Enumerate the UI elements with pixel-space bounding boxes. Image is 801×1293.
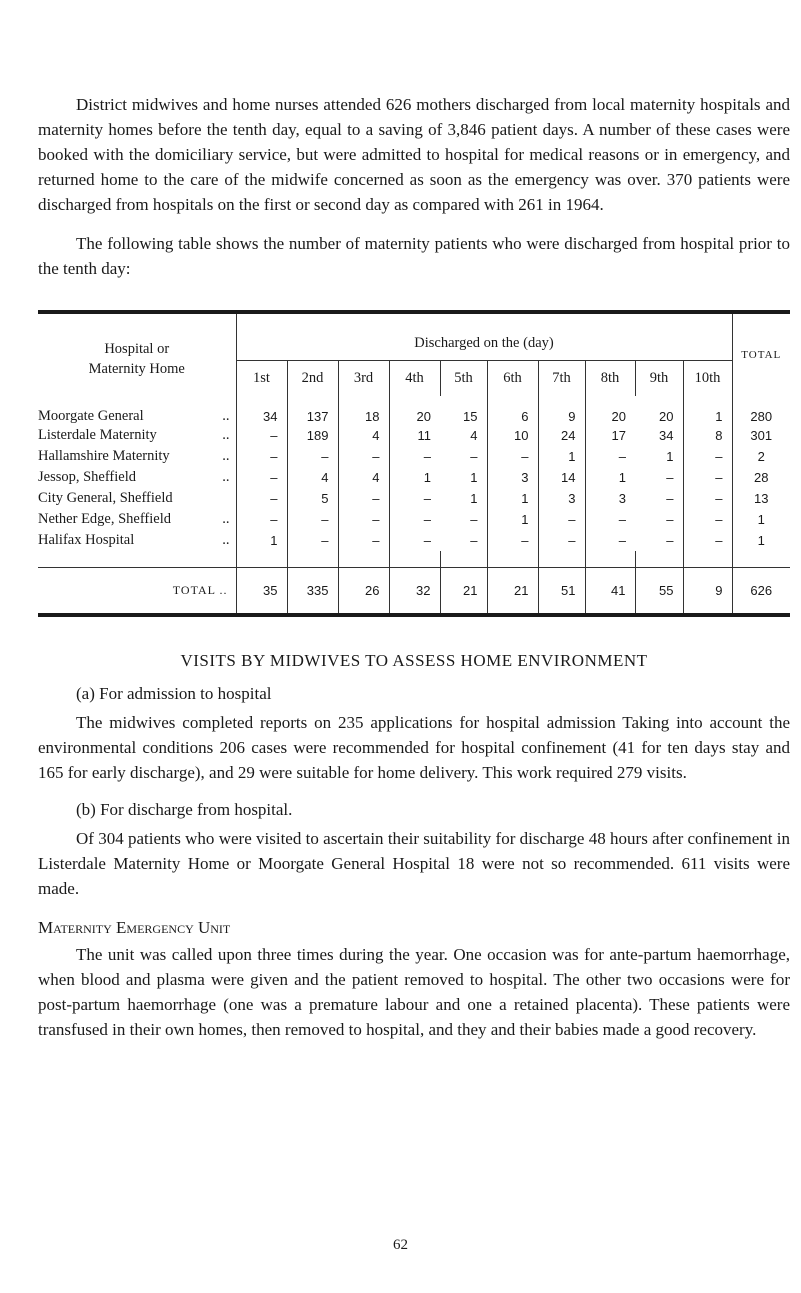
table-cell: 17: [585, 425, 635, 446]
table-cell: 1: [666, 449, 674, 464]
table-cell: 20: [659, 409, 674, 424]
table-cell: –: [470, 533, 478, 548]
total-cell: 32: [389, 567, 440, 613]
table-cell: –: [338, 509, 389, 530]
day-header-10: 10th: [683, 360, 732, 396]
spacer-cell: [440, 551, 487, 567]
table-cell: 4: [287, 467, 338, 488]
visits-a-title: (a) For admission to hospital: [76, 684, 272, 703]
table-cell: –: [236, 446, 287, 467]
table-cell: –: [538, 509, 585, 530]
table-bottom-rule: [38, 613, 790, 617]
emergency-text: The unit was called upon three times during the year. One occasion was for ante-partum haemorrhage, when blood and plasma were given and the patient removed to hospital. The other two occasions were for post-partum haemorrhage (one was a premature labour and one a retained placenta). These patients were transfused in their own homes, then removed to hospital, and they and their babies made a good recovery.: [38, 945, 790, 1039]
table-cell: 4: [338, 425, 389, 446]
hospital-name-text: Hallamshire Maternity: [38, 448, 170, 464]
day-header-4: 4th: [389, 360, 440, 396]
hospital-name-text: Jessop, Sheffield: [38, 469, 137, 485]
table-cell: 1: [389, 467, 440, 488]
table-cell: –: [287, 530, 338, 551]
total-cell: 55: [635, 567, 683, 613]
hospital-column-header: [38, 314, 236, 396]
total-row-label: TOTAL ..: [38, 567, 236, 613]
spacer-row: [38, 551, 790, 567]
table-cell: –: [236, 509, 287, 530]
total-cell: 35: [236, 567, 287, 613]
table-cell: 15: [463, 409, 478, 424]
grand-total: 626: [732, 567, 790, 613]
hospital-name: [38, 509, 236, 530]
table-cell: –: [585, 509, 635, 530]
spacer-cell: [487, 551, 538, 567]
total-cell: 41: [585, 567, 635, 613]
table-cell: 5: [287, 488, 338, 509]
hospital-name: [38, 488, 236, 509]
table-cell: –: [338, 446, 389, 467]
row-total: 280: [732, 396, 790, 425]
table-row: [38, 488, 790, 509]
table-cell: –: [683, 509, 732, 530]
total-cell: 21: [440, 567, 487, 613]
table-cell: 4: [470, 428, 478, 443]
hospital-name-text: Moorgate General: [38, 408, 144, 424]
discharge-table-grid: [38, 314, 790, 613]
table-cell: –: [683, 530, 732, 551]
table-cell: 1: [470, 470, 478, 485]
table-cell: 189: [287, 425, 338, 446]
spacer-cell: [538, 551, 585, 567]
discharged-day-header: Discharged on the (day): [236, 314, 732, 360]
table-cell: –: [389, 530, 440, 551]
leader-dots: ..: [222, 448, 230, 464]
total-cell: 21: [487, 567, 538, 613]
table-row: [38, 425, 790, 446]
total-row: [38, 567, 790, 613]
day-header-5: 5th: [440, 360, 487, 396]
table-cell: 34: [236, 396, 287, 425]
row-total: 1: [732, 530, 790, 551]
table-cell: 14: [538, 467, 585, 488]
spacer-cell: [585, 551, 635, 567]
table-cell: –: [487, 530, 538, 551]
day-header-9: 9th: [635, 360, 683, 396]
hospital-name: [38, 446, 236, 467]
table-cell: 11: [389, 425, 440, 446]
row-total: 301: [732, 425, 790, 446]
day-header-2: 2nd: [287, 360, 338, 396]
day-header-6: 6th: [487, 360, 538, 396]
table-cell: 4: [338, 467, 389, 488]
leader-dots: ..: [222, 511, 230, 527]
table-cell: –: [683, 467, 732, 488]
leader-dots: ..: [222, 408, 230, 424]
day-header-1: 1st: [236, 360, 287, 396]
table-cell: 10: [487, 425, 538, 446]
table-cell: –: [683, 446, 732, 467]
table-cell: –: [389, 446, 440, 467]
table-row: [38, 467, 790, 488]
table-cell: –: [585, 446, 635, 467]
leader-dots: ..: [222, 469, 230, 485]
table-cell: –: [538, 530, 585, 551]
table-cell: –: [389, 488, 440, 509]
table-cell: –: [236, 488, 287, 509]
document-page: [38, 92, 790, 1042]
table-cell: –: [470, 449, 478, 464]
page-number: 62: [393, 1237, 408, 1253]
total-cell: 335: [287, 567, 338, 613]
hospital-name: [38, 467, 236, 488]
table-cell: 1: [538, 446, 585, 467]
table-cell: 8: [683, 425, 732, 446]
table-cell: –: [338, 488, 389, 509]
table-cell: 1: [236, 530, 287, 551]
table-cell: 1: [470, 491, 478, 506]
table-cell: 1: [487, 509, 538, 530]
table-cell: 1: [683, 396, 732, 425]
table-cell: 137: [287, 396, 338, 425]
row-total: 1: [732, 509, 790, 530]
spacer-cell: [732, 551, 790, 567]
table-cell: –: [666, 533, 674, 548]
table-cell: 9: [538, 396, 585, 425]
spacer-cell: [38, 551, 236, 567]
spacer-cell: [236, 551, 287, 567]
table-cell: –: [338, 530, 389, 551]
hospital-name-text: Listerdale Maternity: [38, 427, 157, 443]
table-row: [38, 396, 790, 425]
total-column-header: TOTAL: [732, 314, 790, 396]
table-cell: 1: [487, 488, 538, 509]
visits-b-text: Of 304 patients who were visited to ascertain their suitability for discharge 48 hours after confinement in Listerdale Maternity Home or Moorgate General Hospital 18 were not so recommended. 611 visits were made.: [38, 829, 790, 898]
table-row: [38, 509, 790, 530]
day-header-7: 7th: [538, 360, 585, 396]
table-row: [38, 530, 790, 551]
table-cell: –: [470, 512, 478, 527]
hospital-name: [38, 530, 236, 551]
table-cell: –: [287, 509, 338, 530]
total-cell: 9: [683, 567, 732, 613]
table-cell: –: [683, 488, 732, 509]
visits-a-text: The midwives completed reports on 235 applications for hospital admission Taking into account the environmental conditions 206 cases were recommended for hospital confinement (41 for ten days stay and 165 for early discharge), and 29 were suitable for home delivery. This work required 279 visits.: [38, 713, 790, 782]
hospital-name: [38, 425, 236, 446]
visits-heading: VISITS BY MIDWIVES TO ASSESS HOME ENVIRONMENT: [180, 651, 648, 670]
table-cell: 3: [487, 467, 538, 488]
spacer-cell: [635, 551, 683, 567]
total-cell: 51: [538, 567, 585, 613]
table-cell: –: [389, 509, 440, 530]
hospital-name-text: Nether Edge, Sheffield: [38, 511, 172, 527]
table-cell: 1: [585, 467, 635, 488]
table-cell: 20: [389, 396, 440, 425]
row-total: 13: [732, 488, 790, 509]
table-cell: 20: [585, 396, 635, 425]
table-row: [38, 446, 790, 467]
day-header-8: 8th: [585, 360, 635, 396]
hospital-name-text: City General, Sheffield: [38, 490, 173, 506]
table-cell: –: [287, 446, 338, 467]
table-cell: 3: [585, 488, 635, 509]
table-cell: –: [236, 467, 287, 488]
table-cell: –: [585, 530, 635, 551]
total-cell: 26: [338, 567, 389, 613]
table-cell: 3: [538, 488, 585, 509]
hospital-name: [38, 396, 236, 425]
hospital-header-line2: Maternity Home: [88, 361, 185, 377]
table-cell: –: [236, 425, 287, 446]
leader-dots: ..: [222, 532, 230, 548]
visits-b-title: (b) For discharge from hospital.: [76, 800, 293, 819]
spacer-cell: [287, 551, 338, 567]
hospital-name-text: Halifax Hospital: [38, 532, 135, 548]
discharge-table: [38, 310, 790, 617]
table-cell: 18: [338, 396, 389, 425]
leader-dots: ..: [222, 427, 230, 443]
day-header-3: 3rd: [338, 360, 389, 396]
intro-paragraph-1: District midwives and home nurses attended 626 mothers discharged from local maternity hospitals and maternity homes before the tenth day, equal to a saving of 3,846 patient days. A number of these cases were booked with the domiciliary service, but were admitted to hospital for medical reasons or in emergency, and returned home to the care of the midwife concerned as soon as the emergency was over. 370 patients were discharged from hospitals on the first or second day as compared with 261 in 1964.: [38, 95, 790, 214]
table-cell: 6: [487, 396, 538, 425]
row-total: 28: [732, 467, 790, 488]
table-cell: –: [666, 491, 674, 506]
table-cell: –: [666, 512, 674, 527]
spacer-cell: [338, 551, 389, 567]
spacer-cell: [389, 551, 440, 567]
table-cell: –: [666, 470, 674, 485]
intro-paragraph-2: The following table shows the number of maternity patients who were discharged from hospital prior to the tenth day:: [38, 234, 790, 278]
row-total: 2: [732, 446, 790, 467]
spacer-cell: [683, 551, 732, 567]
hospital-header-line1: Hospital or: [104, 341, 170, 357]
table-cell: –: [487, 446, 538, 467]
table-cell: 34: [659, 428, 674, 443]
table-cell: 24: [538, 425, 585, 446]
emergency-heading: Maternity Emergency Unit: [38, 918, 231, 937]
